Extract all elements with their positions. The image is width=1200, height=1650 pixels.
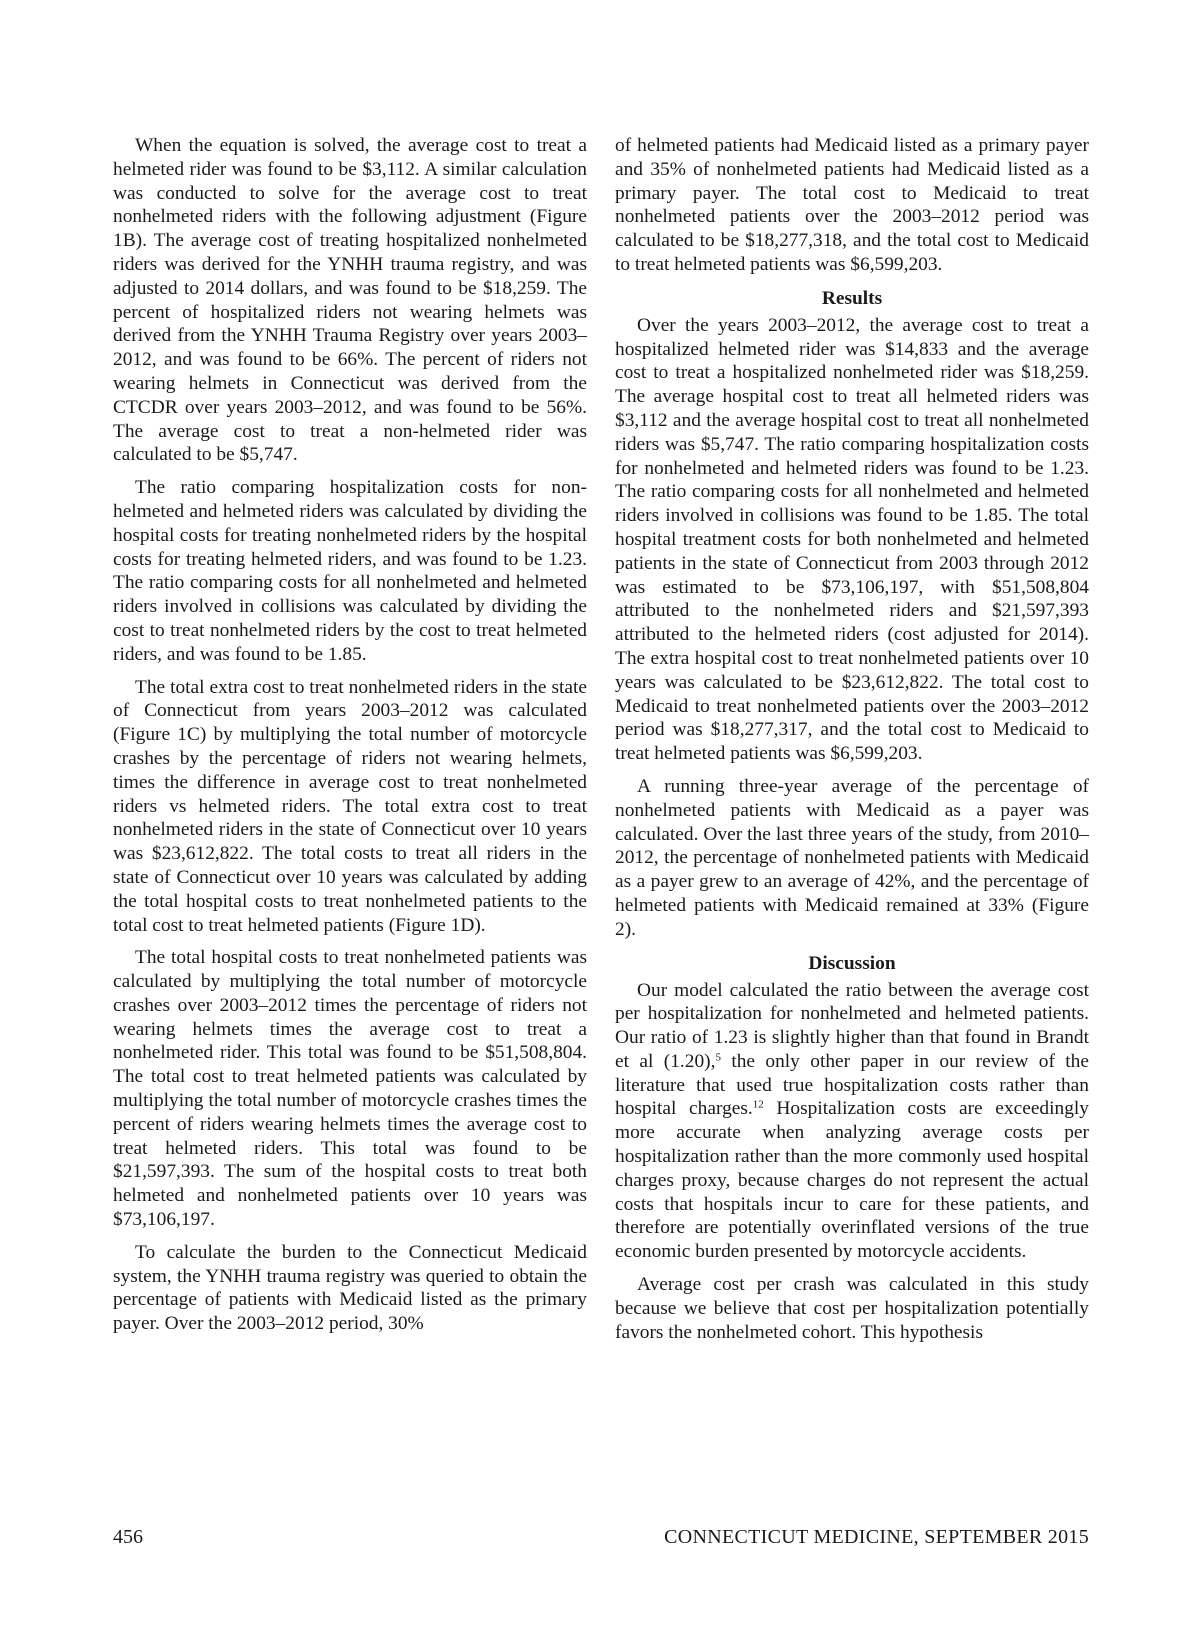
paragraph-text: Hospitalization costs are exceedingly more accurate when analyzing average costs per hospitalization rather than the more commonly used hospital charges proxy, because charges do not represent the actual costs that hospitals incur to care for these patients, and therefore are potentially overinflated versions of the true economic burden presented by motorcycle accidents. xyxy=(615,1098,1089,1263)
page-number: 456 xyxy=(113,1526,143,1548)
citation-ref: 12 xyxy=(752,1098,764,1111)
results-heading: Results xyxy=(821,287,883,309)
body-paragraph: The total extra cost to treat nonhelmeted riders in the state of Connecticut from years 2003–2012 was calculated (Figure 1C) by multiplying the total number of motorcycle crashes by the percentage of riders not wearing helmets, times the difference in average cost to treat nonhelmeted riders vs helmeted riders. The total extra cost to treat nonhelmeted riders in the state of Connecticut over 10 years was $23,612,822. The total costs to treat all riders in the state of Connecticut over 10 years was calculated by adding the total hospital costs to treat nonhelmeted patients to the total cost to treat helmeted patients (Figure 1D). xyxy=(113,676,587,936)
body-paragraph: The ratio comparing hospitalization costs for nonhelmeted and helmeted riders was calculated by dividing the hospital costs for treating nonhelmeted riders by the hospital costs for treating helmeted riders, and was found to be 1.23. The ratio comparing costs for all nonhelmeted and helmeted riders involved in collisions was calculated by dividing the cost to treat nonhelmeted riders by the cost to treat helmeted riders, and was found to be 1.85. xyxy=(113,477,587,665)
body-paragraph: The total hospital costs to treat nonhelmeted patients was calculated by multiplying the total number of motorcycle crashes over 2003–2012 times the percentage of riders not wearing helmets times the average cost to treat a nonhelmeted rider. This total was found to be $51,508,804. The total cost to treat helmeted patients was calculated by multiplying the total number of motorcycle crashes times the percent of riders wearing helmets times the average cost to treat helmeted riders. This total was found to be $21,597,393. The sum of the hospital costs to treat both helmeted and nonhelmeted patients over 10 years was $73,106,197. xyxy=(113,947,587,1231)
paragraph-text: Our model calculated the ratio between the average cost per hospitalization for nonhelmeted and helmeted patients. Our ratio of 1.23 is slightly higher than that found in Brandt et al (1.20), xyxy=(615,979,1089,1072)
body-paragraph: Over the years 2003–2012, the average cost to treat a hospitalized helmeted rider was $14,833 and the average cost to treat a hospitalized nonhelmeted rider was $18,259. The average hospital cost to treat all helmeted riders was $3,112 and the average hospital cost to treat all nonhelmeted riders was $5,747. The ratio comparing hospitalization costs for nonhelmeted and helmeted riders was found to be 1.23. The ratio comparing costs for all nonhelmeted and helmeted riders involved in collisions was found to be 1.85. The total hospital treatment costs for both nonhelmeted and helmeted patients in the state of Connecticut from 2003 through 2012 was estimated to be $73,106,197, with $51,508,804 attributed to the nonhelmeted riders and $21,597,393 attributed to the helmeted riders (cost adjusted for 2014). The extra hospital cost to treat nonhelmeted patients over 10 years was calculated to be $23,612,822. The total cost to Medicaid to treat nonhelmeted patients over the 2003–2012 period was $18,277,317, and the total cost to Medicaid to treat helmeted patients was $6,599,203. xyxy=(615,314,1089,765)
right-column xyxy=(615,134,1089,1353)
left-column xyxy=(113,134,587,1345)
body-paragraph: of helmeted patients had Medicaid listed as a primary payer and 35% of nonhelmeted patients had Medicaid listed as a primary payer. The total cost to Medicaid to treat nonhelmeted patients over the 2003–2012 period was calculated to be $18,277,318, and the total cost to Medicaid to treat helmeted patients was $6,599,203. xyxy=(615,135,1089,275)
citation-ref: 5 xyxy=(715,1051,721,1064)
discussion-heading: Discussion xyxy=(808,952,896,974)
body-paragraph: A running three-year average of the percentage of nonhelmeted patients with Medicaid as a payer was calculated. Over the last three years of the study, from 2010–2012, the percentage of nonhelmeted patients with Medicaid as a payer grew to an average of 42%, and the percentage of helmeted patients with Medicaid remained at 33% (Figure 2). xyxy=(615,775,1089,940)
body-paragraph: To calculate the burden to the Connecticut Medicaid system, the YNHH trauma registry was queried to obtain the percentage of patients with Medicaid listed as the primary payer. Over the 2003–2012 period, 30% xyxy=(113,1241,587,1335)
body-paragraph: When the equation is solved, the average cost to treat a helmeted rider was found to be $3,112. A similar calculation was conducted to solve for the average cost to treat nonhelmeted riders with the following adjustment (Figure 1B). The average cost of treating hospitalized nonhelmeted riders was derived for the YNHH trauma registry, and was adjusted to 2014 dollars, and was found to be $18,259. The percent of hospitalized riders not wearing helmets was derived from the YNHH Trauma Registry over years 2003–2012, and was found to be 66%. The percent of riders not wearing helmets in Connecticut was derived from the CTCDR over years 2003–2012, and was found to be 56%. The average cost to treat a non-helmeted rider was calculated to be $5,747. xyxy=(113,135,587,466)
body-paragraph: Average cost per crash was calculated in this study because we believe that cost per hospitalization potentially favors the nonhelmeted cohort. This hypothesis xyxy=(615,1274,1089,1343)
journal-footer: CONNECTICUT MEDICINE, SEPTEMBER 2015 xyxy=(664,1526,1089,1548)
paragraph-text: the only other paper in our review of the literature that used true hospitalization costs rather than hospital charges. xyxy=(615,1050,1089,1120)
body-paragraph xyxy=(615,979,1089,1265)
